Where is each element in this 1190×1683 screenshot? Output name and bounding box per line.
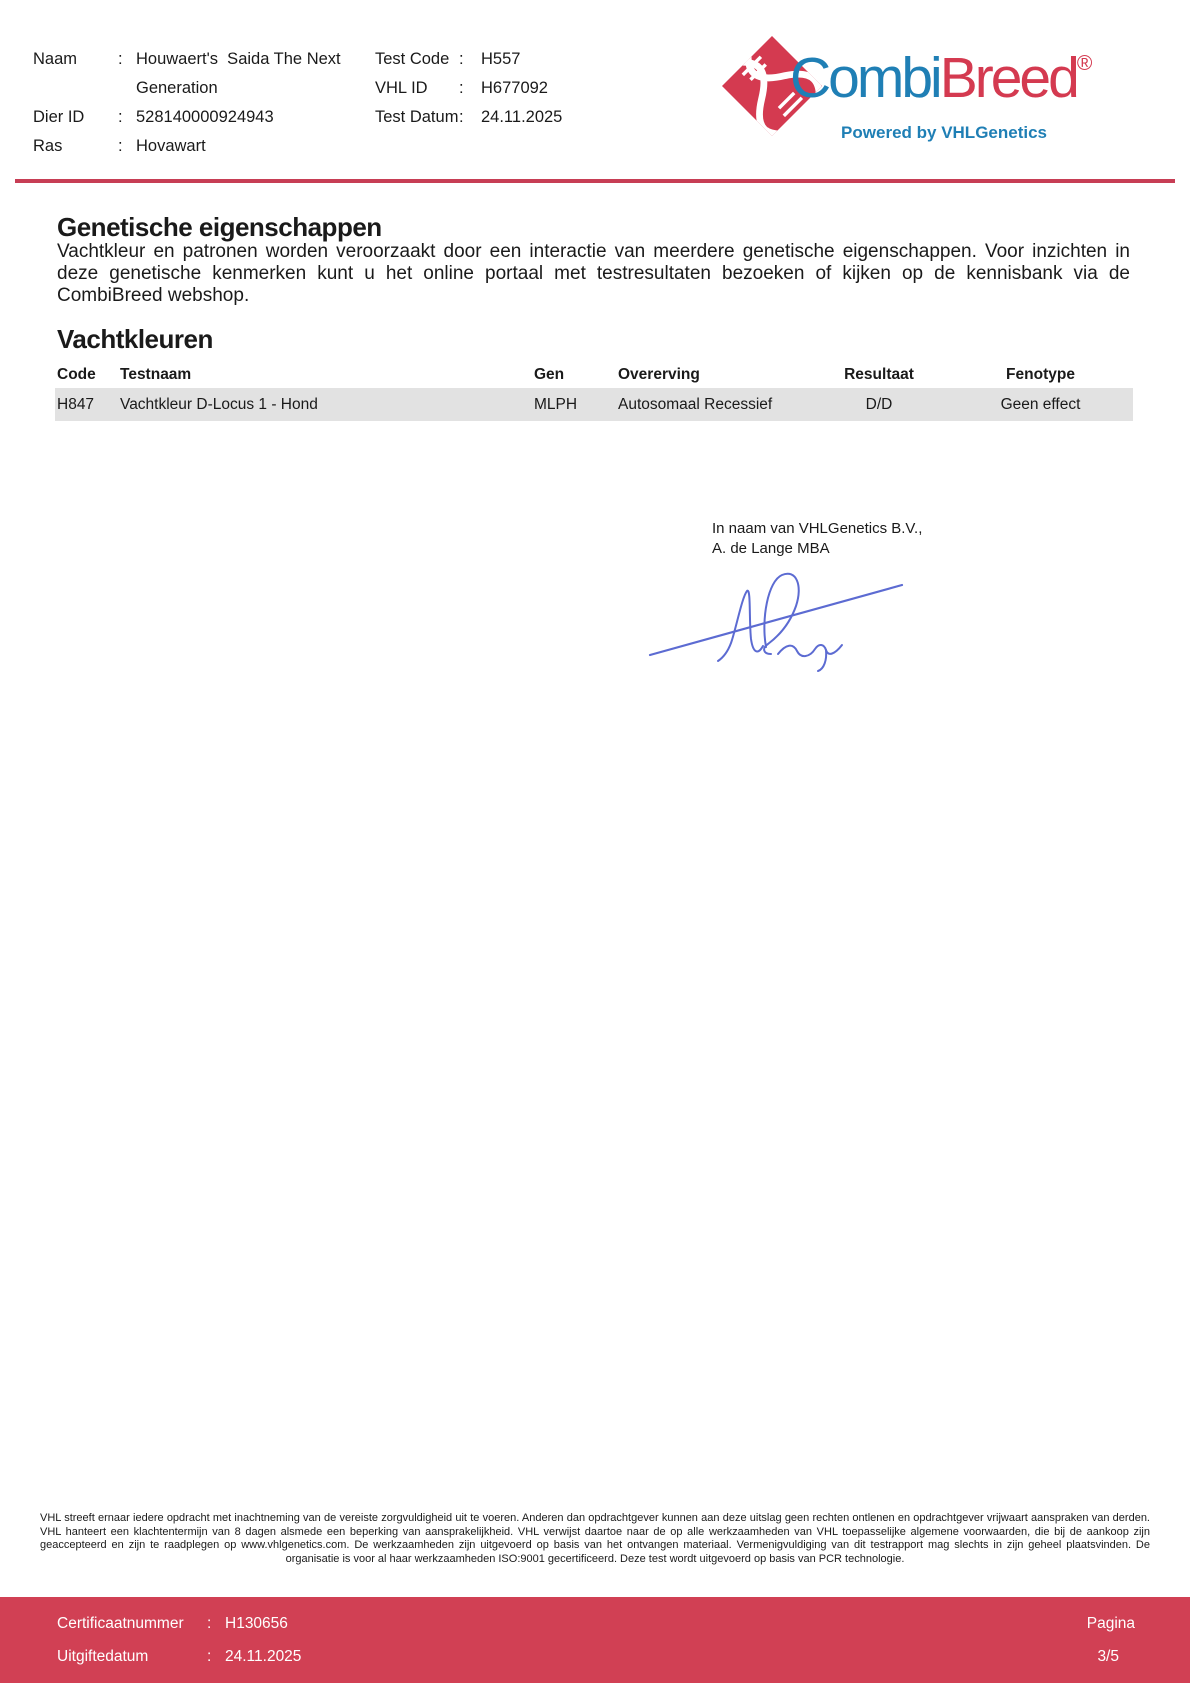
field-label: VHL ID (375, 79, 428, 97)
field-value: 24.11.2025 (481, 108, 563, 126)
field-colon: : (207, 1648, 212, 1665)
section-title-genetische-eigenschappen: Genetische eigenschappen (57, 212, 382, 242)
col-header-gen: Gen (534, 365, 565, 383)
field-label: Ras (33, 137, 63, 155)
cell-resultaat: D/D (865, 395, 893, 413)
field-colon: : (118, 108, 123, 126)
field-value: 24.11.2025 (225, 1648, 302, 1665)
col-header-testnaam: Testnaam (120, 365, 192, 383)
field-label: Test Code (375, 50, 450, 68)
cell-overerving: Autosomaal Recessief (618, 395, 773, 413)
header-divider (15, 179, 1175, 183)
page-indicator (1087, 1607, 1135, 1673)
cell-code: H847 (57, 395, 95, 413)
cell-testnaam: Vachtkleur D-Locus 1 - Hond (120, 395, 318, 413)
combibreed-logo (710, 28, 1093, 153)
field-label: Test Datum (375, 108, 459, 126)
field-dier-id (33, 103, 354, 132)
field-colon: : (459, 108, 464, 126)
footer-bar (0, 1597, 1190, 1683)
field-value: 528140000924943 (136, 108, 274, 126)
signatory-company: In naam van VHLGenetics B.V., (712, 520, 923, 537)
field-colon: : (207, 1615, 212, 1632)
field-value: H130656 (225, 1615, 288, 1632)
col-header-overerving: Overerving (618, 365, 700, 383)
table-title-vachtkleuren: Vachtkleuren (57, 324, 213, 354)
field-value: H677092 (481, 79, 548, 97)
field-colon: : (459, 50, 464, 68)
animal-info-block (33, 45, 354, 161)
field-colon: : (118, 137, 123, 155)
logo-combi-text: Combi (790, 46, 940, 110)
field-test-datum (375, 103, 562, 132)
certificate-info-block (57, 1607, 301, 1673)
field-naam (33, 45, 354, 103)
table-row (55, 388, 1133, 421)
field-label: Naam (33, 50, 78, 68)
legal-disclaimer: VHL streeft ernaar iedere opdracht met inachtneming van de vereiste zorgvuldigheid uit te voeren. Anderen dan opdrachtgever kunnen aan deze uitslag geen rechten ontlenen en opdrachtgever vrijwaart aanspraken van derden. VHL hanteert een klachtentermijn van 8 dagen alsmede een beperking van aansprakelijkheid. VHL verwijst daartoe naar de op alle werkzaamheden van VHL toepasselijke algemene voorwaarden, die bij de aankoop zijn geaccepteerd en zijn te raadplegen op www.vhlgenetics.com. De werkzaamheden zijn uitgevoerd op basis van het ontvangen materiaal. Vermenigvuldiging van dit testrapport mag slechts in zijn geheel plaatsvinden. De organisatie is voor al haar werkzaamheden ISO:9001 gecertificeerd. Deze test wordt uitgevoerd op basis van PCR technologie. (40, 1512, 1150, 1565)
section-body-text: Vachtkleur en patronen worden veroorzaakt door een interactie van meerdere genetische eigenschappen. Voor inzichten in deze genetische kenmerken kunt u het online portaal met testresultaten bezoeken of kijken op de kennisbank via de CombiBreed webshop. (57, 241, 1130, 306)
registered-trademark-icon: ® (1076, 52, 1093, 75)
col-header-code: Code (57, 365, 96, 383)
field-value: Houwaert's Saida The Next Generation (136, 50, 346, 97)
col-header-fenotype: Fenotype (1006, 365, 1075, 383)
field-ras (33, 132, 354, 161)
field-label: Uitgiftedatum (57, 1648, 149, 1665)
logo-wordmark (790, 46, 1093, 110)
logo-tagline: Powered by VHLGenetics (841, 123, 1047, 142)
field-vhl-id (375, 74, 562, 103)
coat-colors-table (55, 361, 1133, 421)
page-number: 3/5 (1097, 1648, 1119, 1665)
table-header-row (55, 361, 1133, 388)
field-colon: : (459, 79, 464, 97)
field-value: Hovawart (136, 137, 206, 155)
page-label: Pagina (1086, 1615, 1135, 1632)
test-info-block (375, 45, 562, 132)
col-header-resultaat: Resultaat (844, 365, 914, 383)
field-test-code (375, 45, 562, 74)
signatory-name: A. de Lange MBA (712, 540, 830, 557)
field-label: Dier ID (33, 108, 85, 126)
cell-fenotype: Geen effect (1000, 395, 1081, 413)
field-uitgiftedatum (57, 1640, 301, 1673)
field-label: Certificaatnummer (57, 1615, 184, 1632)
logo-breed-text: Breed (939, 46, 1077, 110)
signature-image (630, 533, 920, 673)
field-certificaatnummer (57, 1607, 301, 1640)
field-colon: : (118, 50, 123, 68)
cell-gen: MLPH (534, 395, 578, 413)
field-value: H557 (481, 50, 521, 68)
